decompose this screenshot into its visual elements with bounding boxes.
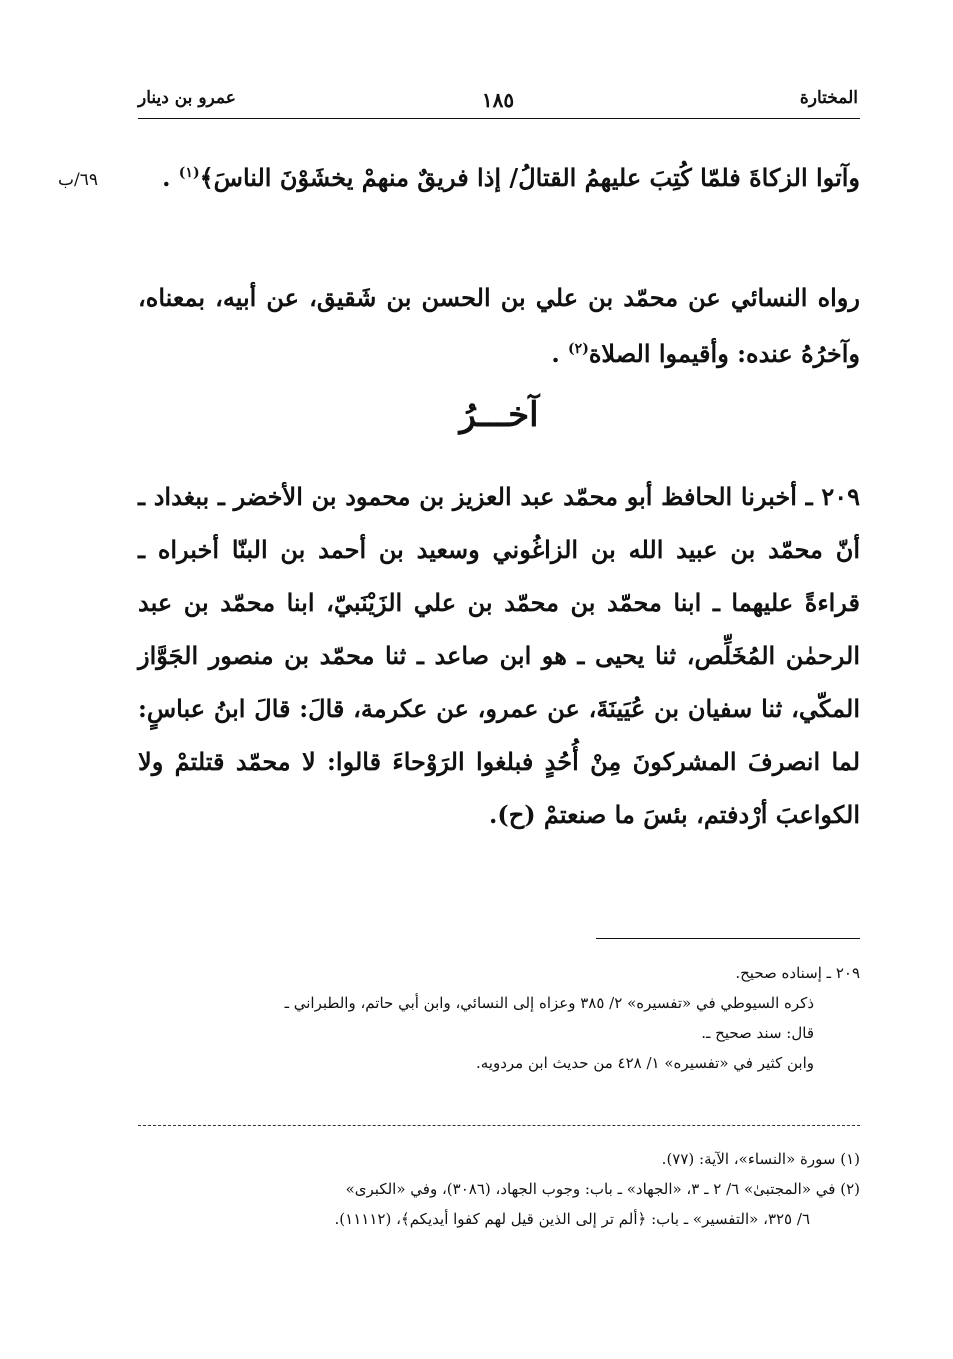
takhrij-divider — [596, 938, 860, 939]
footnotes-divider — [138, 1125, 860, 1126]
section-heading: آخـــرُ — [459, 395, 539, 435]
footnote-ref[interactable]: (٢) — [568, 341, 589, 357]
paragraph-narration — [138, 270, 860, 382]
takhrij-line: وابن كثير في «تفسيره» ١/ ٤٢٨ من حديث ابن مردويه. — [475, 1054, 814, 1072]
paragraph-tail: . — [551, 339, 569, 368]
manuscript-folio-marker: ٦٩/ب — [58, 170, 98, 190]
footnote-2: (٢) في «المجتبىٰ» ٦/ ٢ ـ ٣، «الجهاد» ـ باب: وجوب الجهاد، (٣٠٨٦)، وفي «الكبرى» — [345, 1180, 860, 1198]
header-divider — [138, 118, 860, 119]
running-header — [138, 88, 858, 116]
paragraph-text: رواه النسائي عن محمّد بن علي بن الحسن بن شَقيق، عن أبيه، بمعناه، وآخرُهُ عنده: وأقيموا الصلاة — [138, 283, 860, 368]
paragraph-hadith-209 — [138, 470, 860, 841]
book-title: المختارة — [799, 88, 858, 108]
takhrij-line: قال: سند صحيح ـ. — [701, 1024, 814, 1042]
footnote-ref[interactable]: (١) — [178, 165, 200, 181]
takhrij-line: ٢٠٩ ـ إسناده صحيح. — [735, 964, 860, 982]
paragraph-text: ٢٠٩ ـ أخبرنا الحافظ أبو محمّد عبد العزيز بن محمود بن الأخضر ـ ببغداد ـ أنّ محمّد بن عبيد الله بن الزاغُوني وسعيد بن أحمد بن البنّا أخبراه ـ قراءةً عليهما ـ ابنا محمّد بن محمّد بن علي الزَيْنَبيّ، ابنا محمّد بن عبد الرحمٰن المُخَلِّص، ثنا يحيى ـ هو ابن صاعد ـ ثنا محمّد بن منصور الجَوَّاز المكّي، ثنا سفيان بن عُيَينَةَ، عن عمرو، عن عكرمة، قالَ: قالَ ابنُ عباسٍ: لما انصرفَ المشركونَ مِنْ أُحُدٍ فبلغوا الرَوْحاءَ قالوا: لا محمّد قتلتمْ ولا الكواعبَ أرْدفتم، بئسَ ما صنعتمْ (ح). — [138, 482, 860, 829]
footnotes — [138, 1144, 860, 1234]
paragraph-text: وآتوا الزكاةَ فلمّا كُتِبَ عليهمُ القتالُ/ إذا فريقٌ منهمْ يخشَوْنَ الناسَ﴾ — [199, 163, 860, 192]
takhrij-notes — [138, 958, 860, 1078]
takhrij-line: ذكره السيوطي في «تفسيره» ٢/ ٣٨٥ وعزاه إلى النسائي، وابن أبي حاتم، والطبراني ـ — [284, 994, 814, 1012]
footnote-1: (١) سورة «النساء»، الآية: (٧٧). — [661, 1150, 860, 1168]
footnote-2-continued: ٦/ ٣٢٥، «التفسير» ـ باب: ﴿ألم تر إلى الذين قيل لهم كفوا أيديكم﴾، (١١١١٢). — [334, 1210, 810, 1228]
author-name: عمرو بن دينار — [138, 88, 236, 108]
paragraph-tail: . — [162, 163, 179, 192]
page-number: ١٨٥ — [481, 88, 515, 112]
paragraph-quran-verse — [138, 150, 860, 206]
